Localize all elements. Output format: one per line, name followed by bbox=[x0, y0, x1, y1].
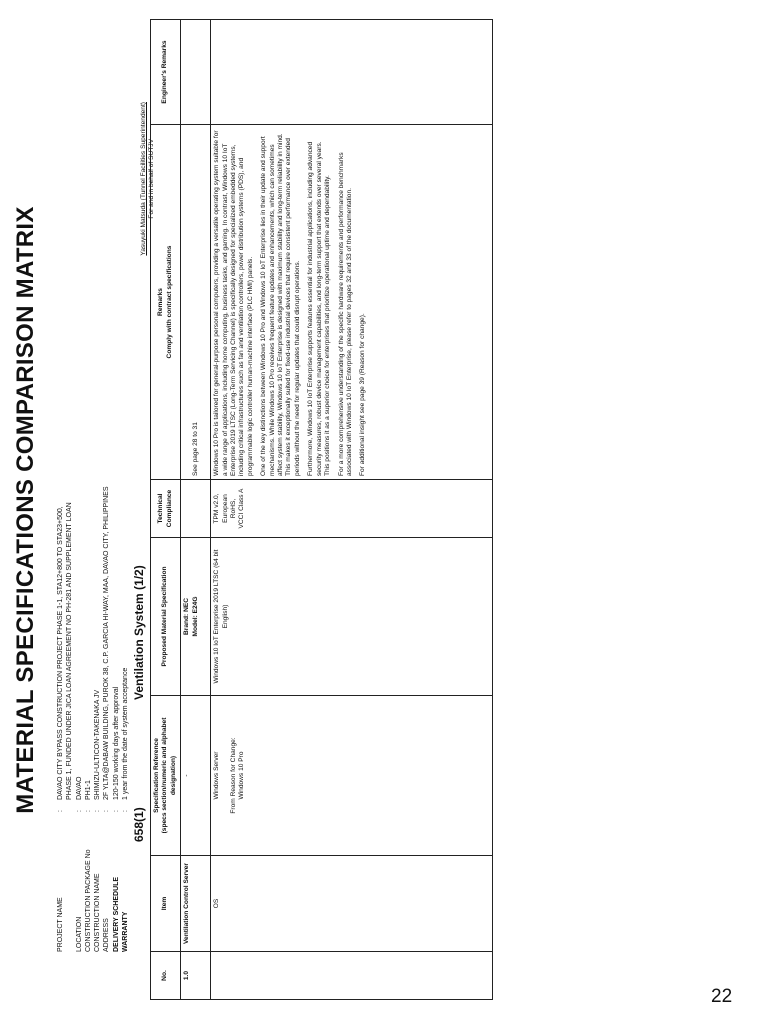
info-label bbox=[65, 812, 74, 952]
info-label: WARRANTY bbox=[122, 911, 130, 952]
section-code: 658(1) bbox=[132, 807, 146, 842]
row-compliance: TPM v2.0, European RoHS, VCCI Class A bbox=[211, 480, 493, 538]
header-item: Item bbox=[151, 856, 181, 952]
row-remarks: Windows 10 Pro is tailored for general-purpose personal computers, providing a versatile operating system suitable for a wide range of applications, including home computing, business tasks, and gaming. In contrast, Windows 10 IoT Enterprise 2019 LTSC (Long-Term Servicing Channel) is specifically designed for specialized embedded systems, including critical infrastructures such as fan and ventilation controllers, power distribution systems (PDS), and programmable logic controller human-machine interface (PLC HMI) panels. One of the key distinctions between Windows 10 Pro and Windows 10 IoT Enterprise lies in their update and support mechanisms. While Windows 10 Pro receives frequent feature updates and enhancements, which can sometimes affect system stability, Windows 10 IoT Enterprise is designed with maximum stability and long-term reliability in mind. This makes it exceptionally suited for fixed-use industrial devices that require consistent performance over extended periods without the need for regular updates that could disrupt operations. Furthermore, Windows 10 IoT Enterprise supports features essential for industrial applications, including advanced security measures, robust device management capabilities, and long-term support that extends over several years. This positions it as a superior choice for enterprises that prioritize operational uptime and dependability. For a more comprehensive understanding of the specific hardware requirements and performance benchmarks associated with Windows 10 IoT Enterprise, please refer to pages 32 and 33 of the documentation. For additional insight see page 39 (Reason for change). bbox=[211, 125, 493, 480]
header-no: No. bbox=[151, 952, 181, 1000]
header-engineer-remarks: Engineer's Remarks bbox=[151, 20, 181, 125]
info-value: 1 year from the date of system acceptance bbox=[122, 667, 130, 800]
signatory-name: Yasuyuki Matsuda (Tunnel Facilities Superintendent) bbox=[140, 102, 147, 256]
row-engineer-remarks bbox=[181, 20, 211, 125]
row-item: OS bbox=[211, 856, 493, 952]
page-number: 22 bbox=[711, 986, 733, 1007]
header-compliance: Technical Compliance bbox=[151, 480, 181, 538]
row-proposed: Windows 10 IoT Enterprise 2019 LTSC (64 bit English) bbox=[211, 538, 493, 696]
table-row bbox=[181, 20, 211, 1000]
info-label: CONSTRUCTION PACKAGE No bbox=[84, 849, 92, 952]
row-spec-ref: Windows Server From Reason for Change: Windows 10 Pro bbox=[211, 696, 493, 856]
signatory-on-behalf: For and in behalf of SUTJV bbox=[148, 139, 156, 219]
row-no: 1.0 bbox=[181, 952, 211, 1000]
info-value: PH1-1 bbox=[84, 780, 92, 800]
info-label: CONSTRUCTION NAME bbox=[94, 873, 102, 952]
info-row: DELIVERY SCHEDULE : 120-150 working days after approval bbox=[112, 686, 120, 952]
table-header-row bbox=[151, 20, 181, 1000]
info-row: WARRANTY : 1 year from the date of system acceptance bbox=[122, 667, 130, 952]
info-value: 2F YLTA@DABAW BUILDING, PUROK 38, C.P. GARCIA HI-WAY, MAA, DAVAO CITY, PHILIPPINES bbox=[103, 486, 111, 800]
rotated-document bbox=[12, 20, 572, 1000]
info-value: SHIMIZU-ULTICON-TAKENAKA JV bbox=[94, 689, 102, 800]
info-value: DAVAO bbox=[75, 776, 83, 800]
row-proposed: Brand: NEC Model: E24G bbox=[181, 538, 211, 696]
info-value: PHASE 1, FUNDED UNDER JICA LOAN AGREEMENT NO PH-281 AND SUPPLEMENT LOAN bbox=[66, 502, 74, 800]
header-proposed: Proposed Material Specification bbox=[151, 538, 181, 696]
section-title: Ventilation System (1/2) bbox=[132, 565, 146, 700]
row-remarks: See page 28 to 31 bbox=[181, 125, 211, 480]
comparison-table bbox=[150, 19, 493, 1000]
info-row: ADDRESS : 2F YLTA@DABAW BUILDING, PUROK 38, C.P. GARCIA HI-WAY, MAA, DAVAO CITY, PHILIPPINES bbox=[103, 486, 111, 952]
header-remarks: Remarks Comply with contract specifications bbox=[151, 125, 181, 480]
info-label: PROJECT NAME bbox=[57, 897, 64, 952]
row-item: Ventilation Control Server bbox=[181, 856, 211, 952]
info-value: 120-150 working days after approval bbox=[112, 686, 120, 800]
info-row: CONSTRUCTION PACKAGE No : PH1-1 bbox=[84, 780, 92, 952]
info-row: LOCATION : DAVAO bbox=[75, 776, 83, 952]
row-spec-ref: - bbox=[181, 696, 211, 856]
project-info bbox=[56, 486, 130, 952]
row-no bbox=[211, 952, 493, 1000]
document-title: MATERIAL SPECIFICATIONS COMPARISON MATRIX bbox=[12, 206, 39, 814]
table-row bbox=[211, 20, 493, 1000]
header-spec-ref: Specification Reference (specs section/numeric and alphabet designation) bbox=[151, 696, 181, 856]
info-label: LOCATION bbox=[75, 916, 83, 952]
row-compliance bbox=[181, 480, 211, 538]
info-value: DAVAO CITY BYPASS CONSTRUCTION PROJECT PHASE 1-1, STA12+800 TO STA23+500, bbox=[57, 506, 64, 800]
info-row: PROJECT NAME : DAVAO CITY BYPASS CONSTRUCTION PROJECT PHASE 1-1, STA12+800 TO STA23+500, bbox=[57, 506, 64, 952]
info-row: CONSTRUCTION NAME : SHIMIZU-ULTICON-TAKENAKA JV bbox=[94, 689, 102, 952]
row-engineer-remarks bbox=[211, 20, 493, 125]
info-label: DELIVERY SCHEDULE bbox=[112, 876, 120, 952]
info-label: ADDRESS bbox=[103, 918, 111, 952]
info-row bbox=[65, 486, 74, 952]
